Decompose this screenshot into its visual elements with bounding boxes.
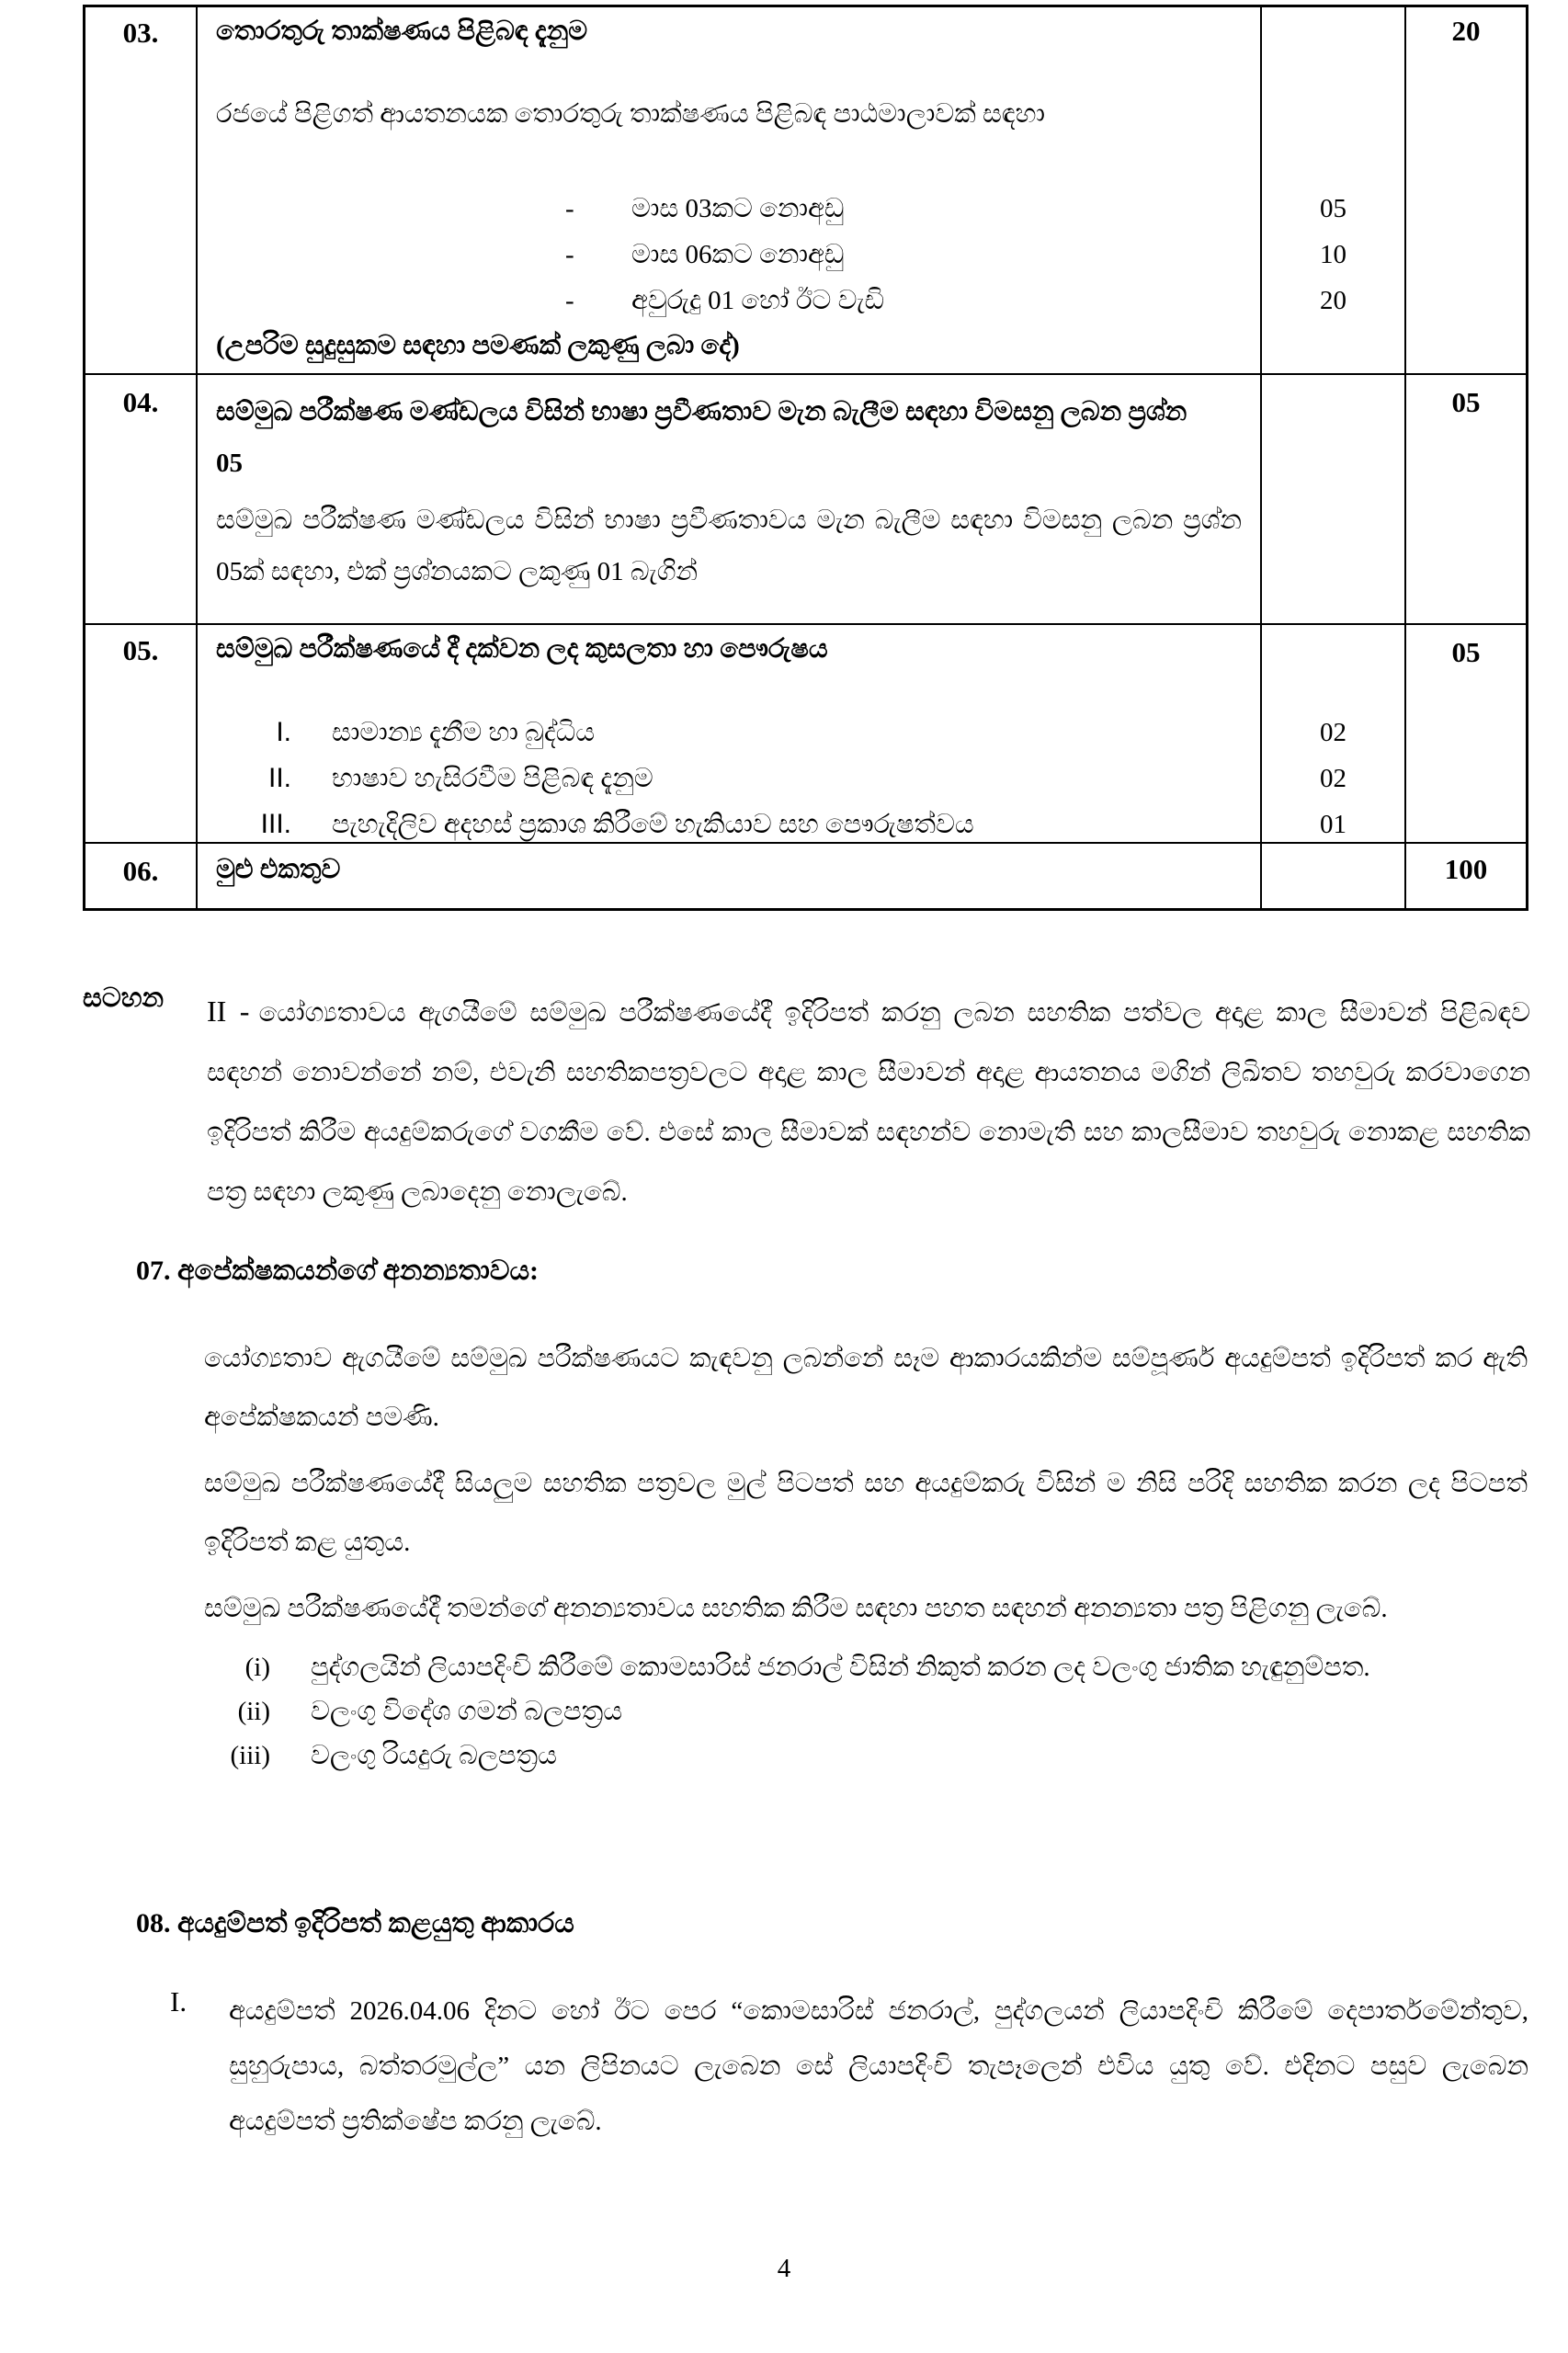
paragraph: යෝග්‍යතාව ඇගයීමේ සම්මුඛ පරීක්ෂණයට කැඳවනු ලබන්නේ සෑම ආකාරයකින්ම සම්පූර්ණ අයදුම්පත් ඉදිරිපත් කර ඇති අපේක්ෂකයන් පමණි. xyxy=(204,1344,1528,1432)
list-marker: (i) xyxy=(244,1653,270,1682)
roman-list xyxy=(234,710,974,847)
roman-item xyxy=(234,756,974,801)
section-08-heading: 08. අයදුම්පත් ඉදිරිපත් කළයුතු ආකාරය xyxy=(136,1908,574,1938)
list-item xyxy=(204,1689,1528,1733)
roman-label: I. xyxy=(170,1985,187,2018)
dash-item xyxy=(565,232,884,278)
list-item-text: වලංගු විදේශ ගමන් බලපත්‍රය xyxy=(311,1697,623,1726)
total-marks: 100 xyxy=(1444,853,1488,885)
roman-item-text: පැහැදිලිව අදහස් ප්‍රකාශ කිරීමේ හැකියාව සහ පෞරුෂත්වය xyxy=(332,810,974,839)
row-body: රජයේ පිළිගත් ආයතනයක තොරතුරු තාක්ෂණය පිළිබඳ පාඨමාලාවක් සඳහා xyxy=(216,99,1046,129)
section-08-item xyxy=(170,1984,1528,2149)
row-footnote: (උපරිම සුදුසුකම සඳහා පමණක් ලකුණු ලබා දේ) xyxy=(216,331,740,360)
paragraph: සම්මුඛ පරීක්ෂණයේදී තමන්ගේ අනන්‍යතාවය සහතික කිරීම සඳහා පහත සඳහන් අනන්‍යතා පත්‍ර පිළිගනු ලැබේ. xyxy=(204,1594,1388,1623)
row-title: සම්මුඛ පරීක්ෂණ මණ්ඩලය විසින් භාෂා ප්‍රවීණතාව මැන බැලීම සඳහා විමසනු ලබන ප්‍රශ්න 05 xyxy=(216,397,1187,478)
total-marks: 05 xyxy=(1451,386,1481,418)
sub-mark: 01 xyxy=(1320,810,1346,839)
table-row-06 xyxy=(85,844,1526,908)
section-08-item-text: අයදුම්පත් 2026.04.06 දිනට හෝ ඊට පෙර “කොමසාරිස් ජනරාල්, පුද්ගලයන් ලියාපදිංචි කිරීමේ දෙපාර්තමේන්තුව, සුහුරුපාය, බත්තරමුල්ල” යන ලිපිනයට ලැබෙන සේ ලියාපදිංචි තැපෑලෙන් එවිය යුතු වේ. එදිනට පසුව ලැබෙන අයදුම්පත් ප්‍රතික්ෂේප කරනු ලැබේ. xyxy=(229,1996,1528,2136)
sub-mark: 05 xyxy=(1320,194,1346,223)
total-marks-cell xyxy=(1406,7,1526,373)
dash-bullet: - xyxy=(565,194,574,223)
dash-item-text: මාස 06කට නොඅඩු xyxy=(631,240,845,269)
row-number: 06. xyxy=(85,844,198,908)
sub-marks xyxy=(1262,186,1404,324)
sub-mark: 20 xyxy=(1320,286,1346,315)
note-text: යෝග්‍යතාවය ඇගයීමේ සම්මුඛ පරීක්ෂණයේදී ඉදිරිපත් කරනු ලබන සහතික පත්වල අදාළ කාල සීමාවන් පිළිබඳව සඳහන් නොවන්නේ නම්, එවැනි සහතිකපත්‍රවලට අදාළ කාල සීමාවන් අදාළ ආයතනය මගින් ලිඛිතව තහවුරු කරවාගෙන ඉදිරිපත් කිරීම අයදුම්කරුගේ වගකීම වේ. එසේ කාල සීමාවක් සඳහන්ව නොමැති සහ කාලසීමාව තහවුරු නොකළ සහතික පත්‍ර සඳහා ලකුණු ලබාදෙනු නොලැබේ. xyxy=(207,998,1531,1207)
list-marker: (ii) xyxy=(237,1697,270,1726)
table-row-05 xyxy=(85,625,1526,844)
dash-item xyxy=(565,186,884,232)
note-block xyxy=(83,982,1530,1222)
roman-item xyxy=(234,801,974,847)
table-row-03 xyxy=(85,7,1526,375)
total-marks: 05 xyxy=(1451,636,1481,668)
page-number: 4 xyxy=(777,2254,791,2283)
dash-bullet: - xyxy=(565,240,574,269)
note-numeral: II - xyxy=(207,995,250,1028)
row-description-cell xyxy=(198,844,1262,908)
dash-item-text: මාස 03කට නොඅඩු xyxy=(631,194,845,223)
dash-list xyxy=(565,186,884,324)
sub-mark: 02 xyxy=(1320,764,1346,793)
sub-marks-cell xyxy=(1262,375,1406,623)
sub-marks-cell xyxy=(1262,625,1406,842)
roman-item xyxy=(234,710,974,756)
dash-bullet: - xyxy=(565,286,574,315)
row-title: සම්මුඛ පරීක්ෂණයේ දී දක්වන ලද කුසලතා හා පෞරුෂය xyxy=(216,634,828,664)
marks-table xyxy=(83,5,1528,911)
total-marks-cell xyxy=(1406,375,1526,623)
paragraph: සම්මුඛ පරීක්ෂණයේදී සියලුම සහතික පත්‍රවල මුල් පිටපත් සහ අයදුම්කරු විසින් ම නිසි පරිදි සහතික කරන ලද පිටපත් ඉදිරිපත් කළ යුතුය. xyxy=(204,1469,1528,1557)
list-item xyxy=(204,1645,1528,1689)
row-number: 03. xyxy=(85,7,198,373)
total-marks: 20 xyxy=(1451,15,1481,47)
list-item-text: වලංගු රියදුරු බලපත්‍රය xyxy=(311,1741,557,1770)
roman-numeral: I. xyxy=(276,717,291,747)
list-item-text: පුද්ගලයින් ලියාපදිංචි කිරීමේ කොමසාරිස් ජනරාල් විසින් නිකුත් කරන ලද වලංගු ජාතික හැඳුනුම්පත. xyxy=(311,1653,1370,1682)
sub-marks-cell xyxy=(1262,7,1406,373)
row-title: මුළු එකතුව xyxy=(216,855,341,884)
dash-item-text: අවුරුදු 01 හෝ ඊට වැඩි xyxy=(631,286,885,315)
roman-item-text: සාමාන්‍ය දැනීම හා බුද්ධිය xyxy=(332,718,596,747)
section-07-heading: 07. අපේක්ෂකයන්ගේ අනන්‍යතාවය: xyxy=(136,1256,540,1286)
total-marks-cell xyxy=(1406,844,1526,908)
row-title: තොරතුරු තාක්ෂණය පිළිබඳ දැනුම xyxy=(216,17,588,46)
section-07-body xyxy=(204,1329,1528,1778)
dash-item xyxy=(565,278,884,324)
table-row-04 xyxy=(85,375,1526,625)
note-label: සටහන xyxy=(83,983,165,1013)
row-description-cell xyxy=(198,375,1262,623)
sub-marks-cell xyxy=(1262,844,1406,908)
list-marker: (iii) xyxy=(230,1741,270,1770)
row-number: 05. xyxy=(85,625,198,842)
row-body: සම්මුඛ පරීක්ෂණ මණ්ඩලය විසින් භාෂා ප්‍රවීණතාවය මැන බැලීම සඳහා විමසනු ලබන ප්‍රශ්න 05ක් සඳහා, එක් ප්‍රශ්නයකට ලකුණු 01 බැගින් xyxy=(216,506,1242,586)
sub-mark: 02 xyxy=(1320,718,1346,747)
row-description-cell xyxy=(198,7,1262,373)
sub-mark: 10 xyxy=(1320,240,1346,269)
identity-document-list xyxy=(204,1645,1528,1778)
total-marks-cell xyxy=(1406,625,1526,842)
roman-item-text: භාෂාව හැසිරවීම පිළිබඳ දැනුම xyxy=(332,764,653,793)
roman-numeral: III. xyxy=(260,809,291,839)
note-body xyxy=(207,982,1530,1222)
row-number: 04. xyxy=(85,375,198,623)
sub-marks xyxy=(1262,710,1404,847)
row-description-cell xyxy=(198,625,1262,842)
roman-numeral: II. xyxy=(267,763,291,793)
list-item xyxy=(204,1733,1528,1778)
